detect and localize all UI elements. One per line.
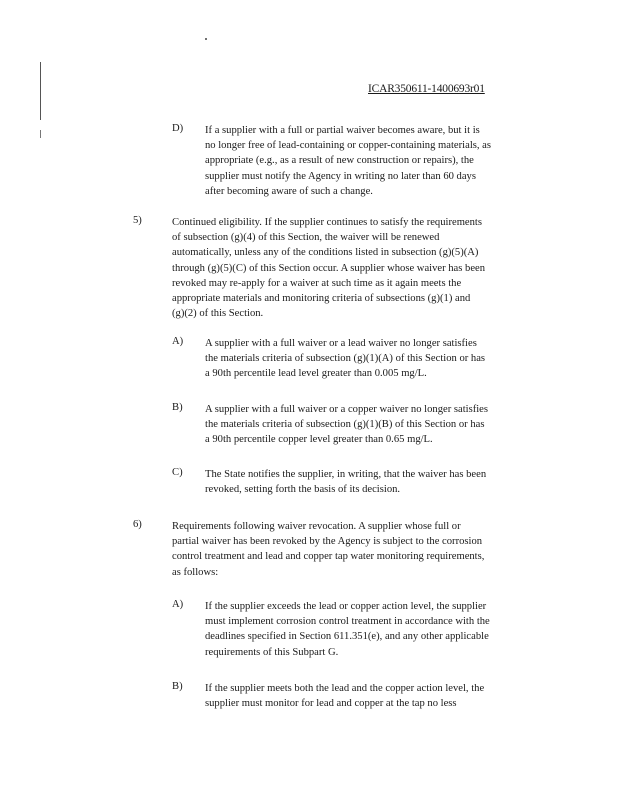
text-line: appropriate materials and monitoring criteria of subsections (g)(1) and	[172, 293, 471, 305]
text-line: a 90th percentile lead level greater than 0.005 mg/L.	[205, 368, 427, 380]
text-line: If a supplier with a full or partial waiver becomes aware, but it is	[205, 125, 480, 136]
text-line: no longer free of lead-containing or copper-containing materials, as	[205, 140, 492, 152]
item-label: B)	[172, 402, 183, 413]
paragraph-5	[172, 215, 485, 321]
text-line: A supplier with a full waiver or a copper waiver no longer satisfies	[205, 404, 489, 415]
text-line: of subsection (g)(4) of this Section, the waiver will be renewed	[172, 232, 440, 244]
scan-speck	[205, 38, 207, 40]
margin-line	[40, 62, 41, 120]
text-line: partial waiver has been revoked by the Agency is subject to the corrosion	[172, 536, 483, 548]
text-line: A supplier with a full waiver or a lead waiver no longer satisfies	[205, 338, 477, 349]
item-label: B)	[172, 681, 183, 692]
paragraph-5c	[205, 467, 486, 497]
text-line: the materials criteria of subsection (g)(1)(A) of this Section or has	[205, 353, 486, 365]
text-line: If the supplier meets both the lead and the copper action level, the	[205, 683, 485, 694]
text-line: as follows:	[172, 566, 219, 578]
text-line: supplier must notify the Agency in writing no later than 60 days	[205, 170, 476, 182]
item-label: A)	[172, 336, 184, 347]
paragraph-6a	[205, 599, 490, 660]
text-line: revoked, setting forth the basis of its decision.	[205, 484, 401, 496]
text-line: the materials criteria of subsection (g)(1)(B) of this Section or has	[205, 419, 485, 431]
text-line: (g)(2) of this Section.	[172, 308, 264, 320]
text-line: a 90th percentile copper level greater than 0.65 mg/L.	[205, 434, 433, 446]
text-line: If the supplier exceeds the lead or copper action level, the supplier	[205, 601, 487, 612]
document-id: ICAR350611-1400693r01	[368, 83, 485, 95]
text-line: requirements of this Subpart G.	[205, 646, 339, 658]
text-line: supplier must monitor for lead and copper at the tap no less	[205, 698, 457, 710]
text-line: The State notifies the supplier, in writing, that the waiver has been	[205, 469, 487, 480]
text-line: Continued eligibility. If the supplier continues to satisfy the requirements	[172, 217, 483, 228]
text-line: deadlines specified in Section 611.351(e), and any other applicable	[205, 631, 489, 643]
item-label: 6)	[133, 519, 142, 530]
item-label: C)	[172, 467, 183, 478]
margin-line	[40, 130, 41, 138]
paragraph-6	[172, 519, 484, 580]
text-line: control treatment and lead and copper tap water monitoring requirements,	[172, 551, 485, 563]
paragraph-d	[205, 123, 491, 199]
text-line: must implement corrosion control treatment in accordance with the	[205, 616, 490, 628]
paragraph-5a	[205, 336, 485, 382]
paragraph-6b	[205, 681, 484, 711]
text-line: appropriate (e.g., as a result of new construction or repairs), the	[205, 155, 474, 167]
item-label: A)	[172, 599, 184, 610]
text-line: through (g)(5)(C) of this Section occur. A supplier whose waiver has been	[172, 262, 486, 274]
text-line: revoked may re-apply for a waiver at such time as it again meets the	[172, 277, 462, 289]
item-label: D)	[172, 123, 184, 134]
text-line: Requirements following waiver revocation. A supplier whose full or	[172, 521, 461, 532]
item-label: 5)	[133, 215, 142, 226]
paragraph-5b	[205, 402, 488, 448]
text-line: automatically, unless any of the conditions listed in subsection (g)(5)(A)	[172, 247, 479, 259]
text-line: after becoming aware of such a change.	[205, 185, 373, 197]
